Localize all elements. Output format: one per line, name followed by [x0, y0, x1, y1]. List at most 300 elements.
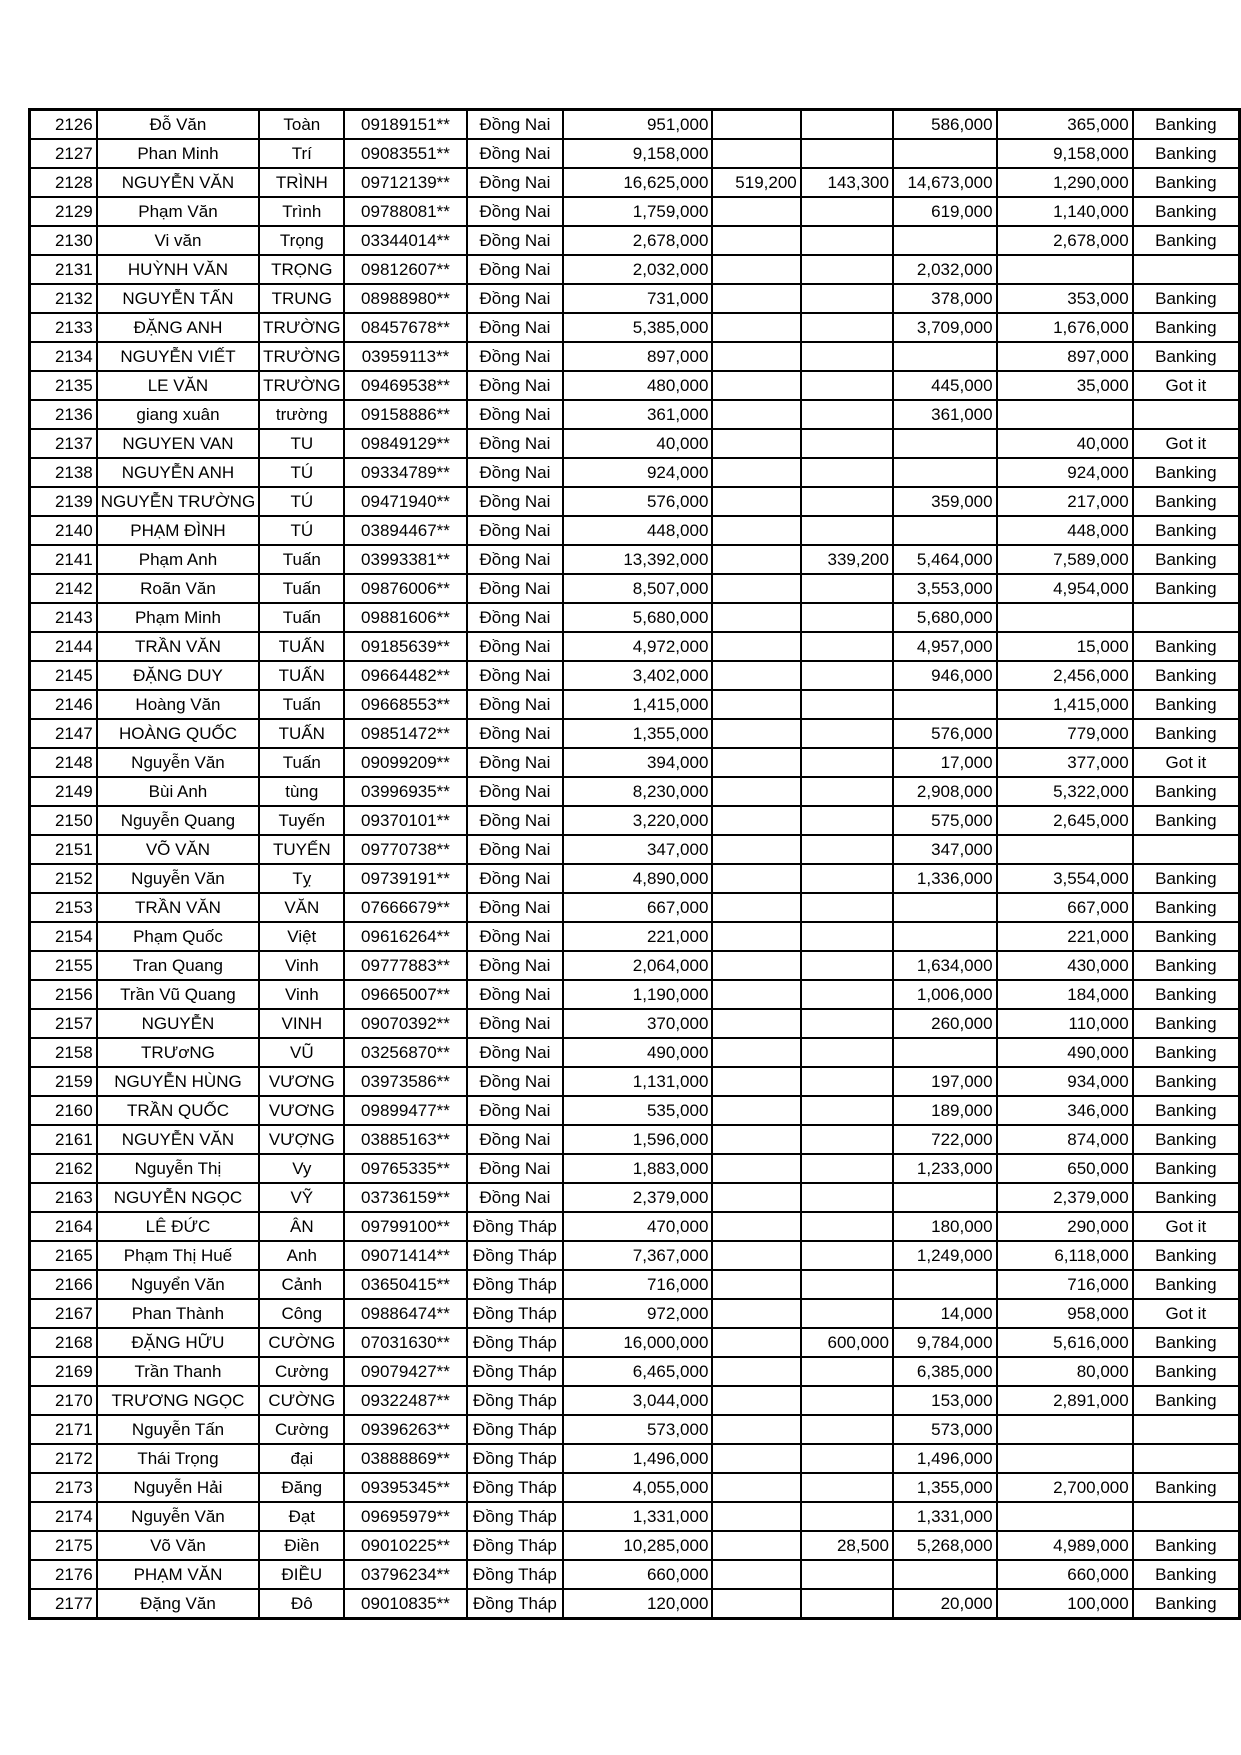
- status: Banking: [1133, 110, 1240, 140]
- first-name: TÚ: [259, 458, 344, 487]
- table-row: [30, 1560, 1240, 1589]
- phone-number: 08457678**: [344, 313, 466, 342]
- row-id: 2155: [30, 951, 97, 980]
- amount-4: 619,000: [893, 197, 997, 226]
- table-row: [30, 313, 1240, 342]
- amount-3: [801, 1299, 893, 1328]
- table-row: [30, 168, 1240, 197]
- last-name: Phạm Thị Huế: [97, 1241, 259, 1270]
- last-name: ĐẶNG HỮU: [97, 1328, 259, 1357]
- row-id: 2157: [30, 1009, 97, 1038]
- amount-4: 4,957,000: [893, 632, 997, 661]
- amount-3: [801, 1183, 893, 1212]
- phone-number: 09322487**: [344, 1386, 466, 1415]
- amount-4: 1,006,000: [893, 980, 997, 1009]
- first-name: TU: [259, 429, 344, 458]
- status: Banking: [1133, 1357, 1240, 1386]
- table-row: [30, 1183, 1240, 1212]
- table-row: [30, 371, 1240, 400]
- first-name: Vy: [259, 1154, 344, 1183]
- amount-4: [893, 1270, 997, 1299]
- first-name: Trình: [259, 197, 344, 226]
- amount-3: [801, 313, 893, 342]
- amount-4: 9,784,000: [893, 1328, 997, 1357]
- status: Banking: [1133, 690, 1240, 719]
- amount-5: 346,000: [997, 1096, 1133, 1125]
- amount-5: 490,000: [997, 1038, 1133, 1067]
- total-amount: 4,972,000: [563, 632, 712, 661]
- amount-5: 110,000: [997, 1009, 1133, 1038]
- amount-4: 5,464,000: [893, 545, 997, 574]
- amount-3: [801, 1357, 893, 1386]
- first-name: Tuấn: [259, 690, 344, 719]
- phone-number: 09158886**: [344, 400, 466, 429]
- amount-2: 519,200: [712, 168, 800, 197]
- amount-2: [712, 574, 800, 603]
- amount-3: [801, 1125, 893, 1154]
- amount-4: [893, 139, 997, 168]
- table-row: [30, 284, 1240, 313]
- amount-5: 4,989,000: [997, 1531, 1133, 1560]
- first-name: VƯỢNG: [259, 1125, 344, 1154]
- total-amount: 16,625,000: [563, 168, 712, 197]
- row-id: 2154: [30, 922, 97, 951]
- amount-4: 14,673,000: [893, 168, 997, 197]
- province: Đồng Nai: [467, 226, 564, 255]
- amount-2: [712, 951, 800, 980]
- total-amount: 7,367,000: [563, 1241, 712, 1270]
- amount-4: [893, 458, 997, 487]
- amount-3: [801, 777, 893, 806]
- status: Got it: [1133, 429, 1240, 458]
- last-name: NGUYỄN TRƯỜNG: [97, 487, 259, 516]
- first-name: Tuấn: [259, 574, 344, 603]
- row-id: 2169: [30, 1357, 97, 1386]
- table-row: [30, 1473, 1240, 1502]
- row-id: 2156: [30, 980, 97, 1009]
- first-name: Cảnh: [259, 1270, 344, 1299]
- amount-5: 2,379,000: [997, 1183, 1133, 1212]
- status: Banking: [1133, 951, 1240, 980]
- amount-5: 874,000: [997, 1125, 1133, 1154]
- row-id: 2130: [30, 226, 97, 255]
- last-name: Phạm Quốc: [97, 922, 259, 951]
- phone-number: 03885163**: [344, 1125, 466, 1154]
- status: Banking: [1133, 1096, 1240, 1125]
- amount-5: 5,616,000: [997, 1328, 1133, 1357]
- total-amount: 1,190,000: [563, 980, 712, 1009]
- amount-2: [712, 255, 800, 284]
- status: Banking: [1133, 284, 1240, 313]
- province: Đồng Nai: [467, 1038, 564, 1067]
- row-id: 2128: [30, 168, 97, 197]
- amount-5: 2,678,000: [997, 226, 1133, 255]
- total-amount: 40,000: [563, 429, 712, 458]
- amount-5: 779,000: [997, 719, 1133, 748]
- total-amount: 731,000: [563, 284, 712, 313]
- first-name: Đô: [259, 1589, 344, 1619]
- last-name: Đặng Văn: [97, 1589, 259, 1619]
- amount-5: 1,676,000: [997, 313, 1133, 342]
- amount-2: [712, 545, 800, 574]
- last-name: NGUYỄN ANH: [97, 458, 259, 487]
- phone-number: 09189151**: [344, 110, 466, 140]
- first-name: Tuyến: [259, 806, 344, 835]
- total-amount: 2,064,000: [563, 951, 712, 980]
- first-name: tùng: [259, 777, 344, 806]
- province: Đồng Nai: [467, 893, 564, 922]
- table-row: [30, 1212, 1240, 1241]
- last-name: Phạm Minh: [97, 603, 259, 632]
- phone-number: 03256870**: [344, 1038, 466, 1067]
- table-row: [30, 1357, 1240, 1386]
- province: Đồng Nai: [467, 458, 564, 487]
- row-id: 2148: [30, 748, 97, 777]
- amount-5: 2,456,000: [997, 661, 1133, 690]
- row-id: 2126: [30, 110, 97, 140]
- row-id: 2149: [30, 777, 97, 806]
- status: [1133, 835, 1240, 864]
- last-name: TRƯơNG: [97, 1038, 259, 1067]
- amount-5: 4,954,000: [997, 574, 1133, 603]
- province: Đồng Tháp: [467, 1415, 564, 1444]
- status: Banking: [1133, 313, 1240, 342]
- amount-4: 722,000: [893, 1125, 997, 1154]
- last-name: NGUYỄN NGỌC: [97, 1183, 259, 1212]
- amount-4: [893, 429, 997, 458]
- amount-2: [712, 835, 800, 864]
- amount-5: 660,000: [997, 1560, 1133, 1589]
- status: Banking: [1133, 574, 1240, 603]
- total-amount: 1,415,000: [563, 690, 712, 719]
- last-name: Bùi Anh: [97, 777, 259, 806]
- amount-2: [712, 516, 800, 545]
- total-amount: 490,000: [563, 1038, 712, 1067]
- province: Đồng Nai: [467, 139, 564, 168]
- total-amount: 573,000: [563, 1415, 712, 1444]
- amount-5: 9,158,000: [997, 139, 1133, 168]
- total-amount: 8,507,000: [563, 574, 712, 603]
- row-id: 2145: [30, 661, 97, 690]
- status: Banking: [1133, 545, 1240, 574]
- amount-4: 586,000: [893, 110, 997, 140]
- amount-5: 1,415,000: [997, 690, 1133, 719]
- total-amount: 4,890,000: [563, 864, 712, 893]
- last-name: Nguyễn Thị: [97, 1154, 259, 1183]
- first-name: Vinh: [259, 951, 344, 980]
- amount-2: [712, 922, 800, 951]
- amount-3: [801, 1067, 893, 1096]
- table-row: [30, 545, 1240, 574]
- row-id: 2163: [30, 1183, 97, 1212]
- last-name: Nguyễn Hải: [97, 1473, 259, 1502]
- total-amount: 3,402,000: [563, 661, 712, 690]
- amount-3: [801, 1415, 893, 1444]
- amount-4: 2,032,000: [893, 255, 997, 284]
- last-name: Phạm Văn: [97, 197, 259, 226]
- amount-5: 2,891,000: [997, 1386, 1133, 1415]
- amount-4: 3,553,000: [893, 574, 997, 603]
- province: Đồng Nai: [467, 313, 564, 342]
- first-name: TÚ: [259, 487, 344, 516]
- last-name: VÕ VĂN: [97, 835, 259, 864]
- row-id: 2176: [30, 1560, 97, 1589]
- amount-4: [893, 516, 997, 545]
- status: Banking: [1133, 1473, 1240, 1502]
- phone-number: 09876006**: [344, 574, 466, 603]
- row-id: 2161: [30, 1125, 97, 1154]
- phone-number: 09079427**: [344, 1357, 466, 1386]
- row-id: 2129: [30, 197, 97, 226]
- province: Đồng Tháp: [467, 1386, 564, 1415]
- first-name: TÚ: [259, 516, 344, 545]
- phone-number: 09851472**: [344, 719, 466, 748]
- phone-number: 03973586**: [344, 1067, 466, 1096]
- total-amount: 480,000: [563, 371, 712, 400]
- amount-4: 1,249,000: [893, 1241, 997, 1270]
- amount-5: [997, 400, 1133, 429]
- amount-4: 1,355,000: [893, 1473, 997, 1502]
- amount-2: [712, 1270, 800, 1299]
- total-amount: 535,000: [563, 1096, 712, 1125]
- row-id: 2150: [30, 806, 97, 835]
- amount-4: 153,000: [893, 1386, 997, 1415]
- province: Đồng Nai: [467, 1125, 564, 1154]
- table-row: [30, 342, 1240, 371]
- total-amount: 1,355,000: [563, 719, 712, 748]
- amount-5: [997, 603, 1133, 632]
- phone-number: 03993381**: [344, 545, 466, 574]
- amount-5: 958,000: [997, 1299, 1133, 1328]
- table-row: [30, 1154, 1240, 1183]
- table-body: [30, 110, 1240, 1619]
- amount-4: 359,000: [893, 487, 997, 516]
- phone-number: 09668553**: [344, 690, 466, 719]
- total-amount: 5,680,000: [563, 603, 712, 632]
- row-id: 2136: [30, 400, 97, 429]
- amount-5: 430,000: [997, 951, 1133, 980]
- last-name: NGUYỄN: [97, 1009, 259, 1038]
- amount-3: [801, 1270, 893, 1299]
- amount-3: 339,200: [801, 545, 893, 574]
- amount-3: [801, 226, 893, 255]
- first-name: ĐIỀU: [259, 1560, 344, 1589]
- amount-2: [712, 1125, 800, 1154]
- amount-3: [801, 864, 893, 893]
- amount-4: [893, 342, 997, 371]
- amount-5: 80,000: [997, 1357, 1133, 1386]
- province: Đồng Nai: [467, 284, 564, 313]
- amount-4: 5,680,000: [893, 603, 997, 632]
- amount-4: 1,634,000: [893, 951, 997, 980]
- last-name: PHẠM VĂN: [97, 1560, 259, 1589]
- province: Đồng Nai: [467, 835, 564, 864]
- amount-5: 15,000: [997, 632, 1133, 661]
- first-name: TRÌNH: [259, 168, 344, 197]
- phone-number: 09695979**: [344, 1502, 466, 1531]
- first-name: Anh: [259, 1241, 344, 1270]
- table-row: [30, 806, 1240, 835]
- amount-2: [712, 748, 800, 777]
- amount-2: [712, 371, 800, 400]
- row-id: 2151: [30, 835, 97, 864]
- amount-3: [801, 1444, 893, 1473]
- province: Đồng Tháp: [467, 1357, 564, 1386]
- table-row: [30, 1038, 1240, 1067]
- first-name: TRƯỜNG: [259, 371, 344, 400]
- amount-4: 361,000: [893, 400, 997, 429]
- amount-2: [712, 777, 800, 806]
- status: Banking: [1133, 1125, 1240, 1154]
- phone-number: 09881606**: [344, 603, 466, 632]
- phone-number: 09070392**: [344, 1009, 466, 1038]
- table-row: [30, 1299, 1240, 1328]
- first-name: Việt: [259, 922, 344, 951]
- amount-4: 14,000: [893, 1299, 997, 1328]
- amount-5: [997, 1502, 1133, 1531]
- province: Đồng Nai: [467, 777, 564, 806]
- amount-4: 197,000: [893, 1067, 997, 1096]
- last-name: NGUYỄN VĂN: [97, 168, 259, 197]
- province: Đồng Nai: [467, 748, 564, 777]
- row-id: 2165: [30, 1241, 97, 1270]
- province: Đồng Nai: [467, 719, 564, 748]
- amount-4: 1,331,000: [893, 1502, 997, 1531]
- first-name: Tỵ: [259, 864, 344, 893]
- first-name: Đạt: [259, 1502, 344, 1531]
- status: Banking: [1133, 1183, 1240, 1212]
- province: Đồng Nai: [467, 371, 564, 400]
- phone-number: 09788081**: [344, 197, 466, 226]
- amount-2: [712, 1009, 800, 1038]
- amount-5: 897,000: [997, 342, 1133, 371]
- phone-number: 09396263**: [344, 1415, 466, 1444]
- first-name: Công: [259, 1299, 344, 1328]
- row-id: 2142: [30, 574, 97, 603]
- first-name: VŨ: [259, 1038, 344, 1067]
- row-id: 2131: [30, 255, 97, 284]
- total-amount: 716,000: [563, 1270, 712, 1299]
- amount-3: [801, 516, 893, 545]
- row-id: 2146: [30, 690, 97, 719]
- amount-2: [712, 603, 800, 632]
- table-row: [30, 690, 1240, 719]
- province: Đồng Nai: [467, 632, 564, 661]
- first-name: Toàn: [259, 110, 344, 140]
- province: Đồng Tháp: [467, 1560, 564, 1589]
- amount-4: [893, 1038, 997, 1067]
- last-name: Đỗ Văn: [97, 110, 259, 140]
- last-name: NGUYỄN HÙNG: [97, 1067, 259, 1096]
- table-row: [30, 922, 1240, 951]
- status: Banking: [1133, 1270, 1240, 1299]
- total-amount: 1,596,000: [563, 1125, 712, 1154]
- amount-2: [712, 632, 800, 661]
- table-row: [30, 400, 1240, 429]
- row-id: 2152: [30, 864, 97, 893]
- first-name: TRƯỜNG: [259, 313, 344, 342]
- phone-number: 09099209**: [344, 748, 466, 777]
- amount-4: 1,233,000: [893, 1154, 997, 1183]
- status: Got it: [1133, 371, 1240, 400]
- total-amount: 13,392,000: [563, 545, 712, 574]
- total-amount: 6,465,000: [563, 1357, 712, 1386]
- phone-number: 09083551**: [344, 139, 466, 168]
- first-name: TRỌNG: [259, 255, 344, 284]
- amount-3: [801, 400, 893, 429]
- row-id: 2172: [30, 1444, 97, 1473]
- table-row: [30, 748, 1240, 777]
- first-name: Điền: [259, 1531, 344, 1560]
- amount-5: 217,000: [997, 487, 1133, 516]
- amount-3: [801, 371, 893, 400]
- phone-number: 03344014**: [344, 226, 466, 255]
- amount-2: [712, 806, 800, 835]
- status: Banking: [1133, 226, 1240, 255]
- amount-3: 600,000: [801, 1328, 893, 1357]
- amount-2: [712, 1473, 800, 1502]
- amount-3: [801, 1589, 893, 1619]
- status: [1133, 400, 1240, 429]
- phone-number: 09799100**: [344, 1212, 466, 1241]
- first-name: Tuấn: [259, 603, 344, 632]
- status: Banking: [1133, 487, 1240, 516]
- first-name: VINH: [259, 1009, 344, 1038]
- province: Đồng Nai: [467, 1009, 564, 1038]
- first-name: TRUNG: [259, 284, 344, 313]
- phone-number: 09770738**: [344, 835, 466, 864]
- table-row: [30, 110, 1240, 140]
- amount-5: 650,000: [997, 1154, 1133, 1183]
- last-name: Tran Quang: [97, 951, 259, 980]
- table-row: [30, 429, 1240, 458]
- amount-5: 5,322,000: [997, 777, 1133, 806]
- last-name: Nguyễn Văn: [97, 748, 259, 777]
- total-amount: 2,379,000: [563, 1183, 712, 1212]
- amount-3: [801, 719, 893, 748]
- province: Đồng Nai: [467, 922, 564, 951]
- phone-number: 09777883**: [344, 951, 466, 980]
- amount-3: [801, 980, 893, 1009]
- status: Banking: [1133, 980, 1240, 1009]
- amount-2: [712, 1415, 800, 1444]
- table-row: [30, 864, 1240, 893]
- phone-number: 09739191**: [344, 864, 466, 893]
- last-name: ĐẶNG ANH: [97, 313, 259, 342]
- status: Banking: [1133, 661, 1240, 690]
- province: Đồng Tháp: [467, 1328, 564, 1357]
- row-id: 2139: [30, 487, 97, 516]
- amount-2: [712, 1444, 800, 1473]
- amount-2: [712, 1502, 800, 1531]
- first-name: VỸ: [259, 1183, 344, 1212]
- total-amount: 448,000: [563, 516, 712, 545]
- row-id: 2144: [30, 632, 97, 661]
- last-name: TRẦN VĂN: [97, 893, 259, 922]
- last-name: HUỲNH VĂN: [97, 255, 259, 284]
- total-amount: 4,055,000: [563, 1473, 712, 1502]
- amount-4: [893, 922, 997, 951]
- status: Banking: [1133, 197, 1240, 226]
- amount-3: [801, 1502, 893, 1531]
- table-row: [30, 893, 1240, 922]
- amount-5: 448,000: [997, 516, 1133, 545]
- amount-2: [712, 1328, 800, 1357]
- amount-5: 716,000: [997, 1270, 1133, 1299]
- amount-2: [712, 1560, 800, 1589]
- amount-3: [801, 951, 893, 980]
- total-amount: 120,000: [563, 1589, 712, 1619]
